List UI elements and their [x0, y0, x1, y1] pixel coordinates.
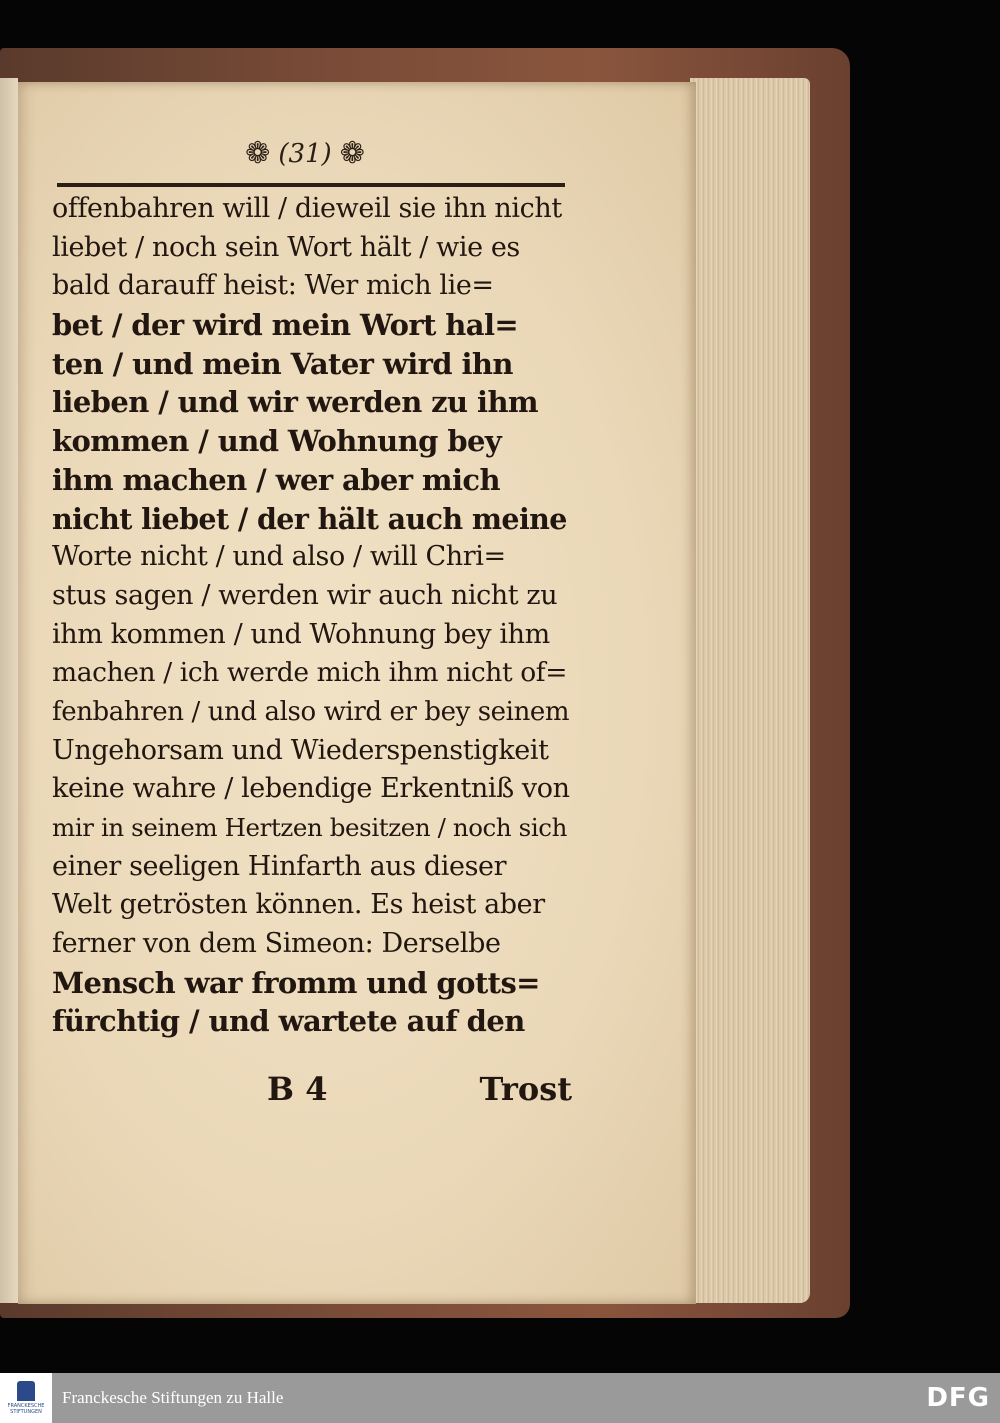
text-line: nicht liebet / der hält auch meine — [52, 501, 567, 536]
text-line: keine wahre / lebendige Erkentniß von — [52, 773, 570, 805]
signature-mark: B 4 — [267, 1070, 328, 1108]
text-line: ihm kommen / und Wohnung bey ihm — [52, 618, 550, 650]
building-icon — [17, 1381, 35, 1401]
body-text — [52, 190, 572, 1041]
text-line: ferner von dem Simeon: Derselbe — [52, 928, 501, 960]
header-rule — [57, 183, 565, 187]
text-line: machen / ich werde mich ihm nicht of= — [52, 657, 567, 689]
text-line: Ungehorsam und Wiederspenstigkeit — [52, 734, 549, 766]
text-line: fenbahren / und also wird er bey seinem — [52, 696, 570, 727]
text-line: fürchtig / und wartete auf den — [52, 1004, 525, 1039]
text-line: stus sagen / werden wir auch nicht zu — [52, 579, 558, 611]
text-line: Worte nicht / und also / will Chri= — [52, 541, 506, 573]
text-line: lieben / und wir werden zu ihm — [52, 385, 539, 420]
logo-caption: FRANCKESCHE STIFTUNGEN — [7, 1403, 45, 1415]
page-fore-edge — [690, 78, 810, 1303]
dfg-logo: DFG — [926, 1383, 990, 1413]
text-line: Welt getrösten können. Es heist aber — [52, 889, 545, 921]
page-header — [230, 134, 380, 174]
text-line: einer seeligen Hinfarth aus dieser — [52, 850, 507, 882]
catchword: Trost — [479, 1070, 572, 1108]
franckesche-logo — [0, 1373, 52, 1423]
flower-ornament-icon: ❁ — [339, 136, 365, 171]
text-line: ihm machen / wer aber mich — [52, 462, 500, 497]
page-footer — [52, 1070, 572, 1114]
attribution-bar — [0, 1373, 1000, 1423]
text-line: ten / und mein Vater wird ihn — [52, 346, 513, 381]
text-line: bet / der wird mein Wort hal= — [52, 308, 519, 343]
text-line: Mensch war fromm und gotts= — [52, 965, 540, 1000]
flower-ornament-icon: ❁ — [245, 136, 271, 171]
text-line: mir in seinem Hertzen besitzen / noch sich — [52, 813, 567, 842]
text-line: bald darauff heist: Wer mich lie= — [52, 270, 494, 302]
left-page-edge — [0, 78, 18, 1303]
text-line: offenbahren will / dieweil sie ihn nicht — [52, 193, 562, 224]
page-number: (31) — [278, 139, 332, 169]
text-line: liebet / noch sein Wort hält / wie es — [52, 231, 520, 263]
institution-name: Franckesche Stiftungen zu Halle — [62, 1388, 284, 1407]
text-line: kommen / und Wohnung bey — [52, 424, 502, 459]
